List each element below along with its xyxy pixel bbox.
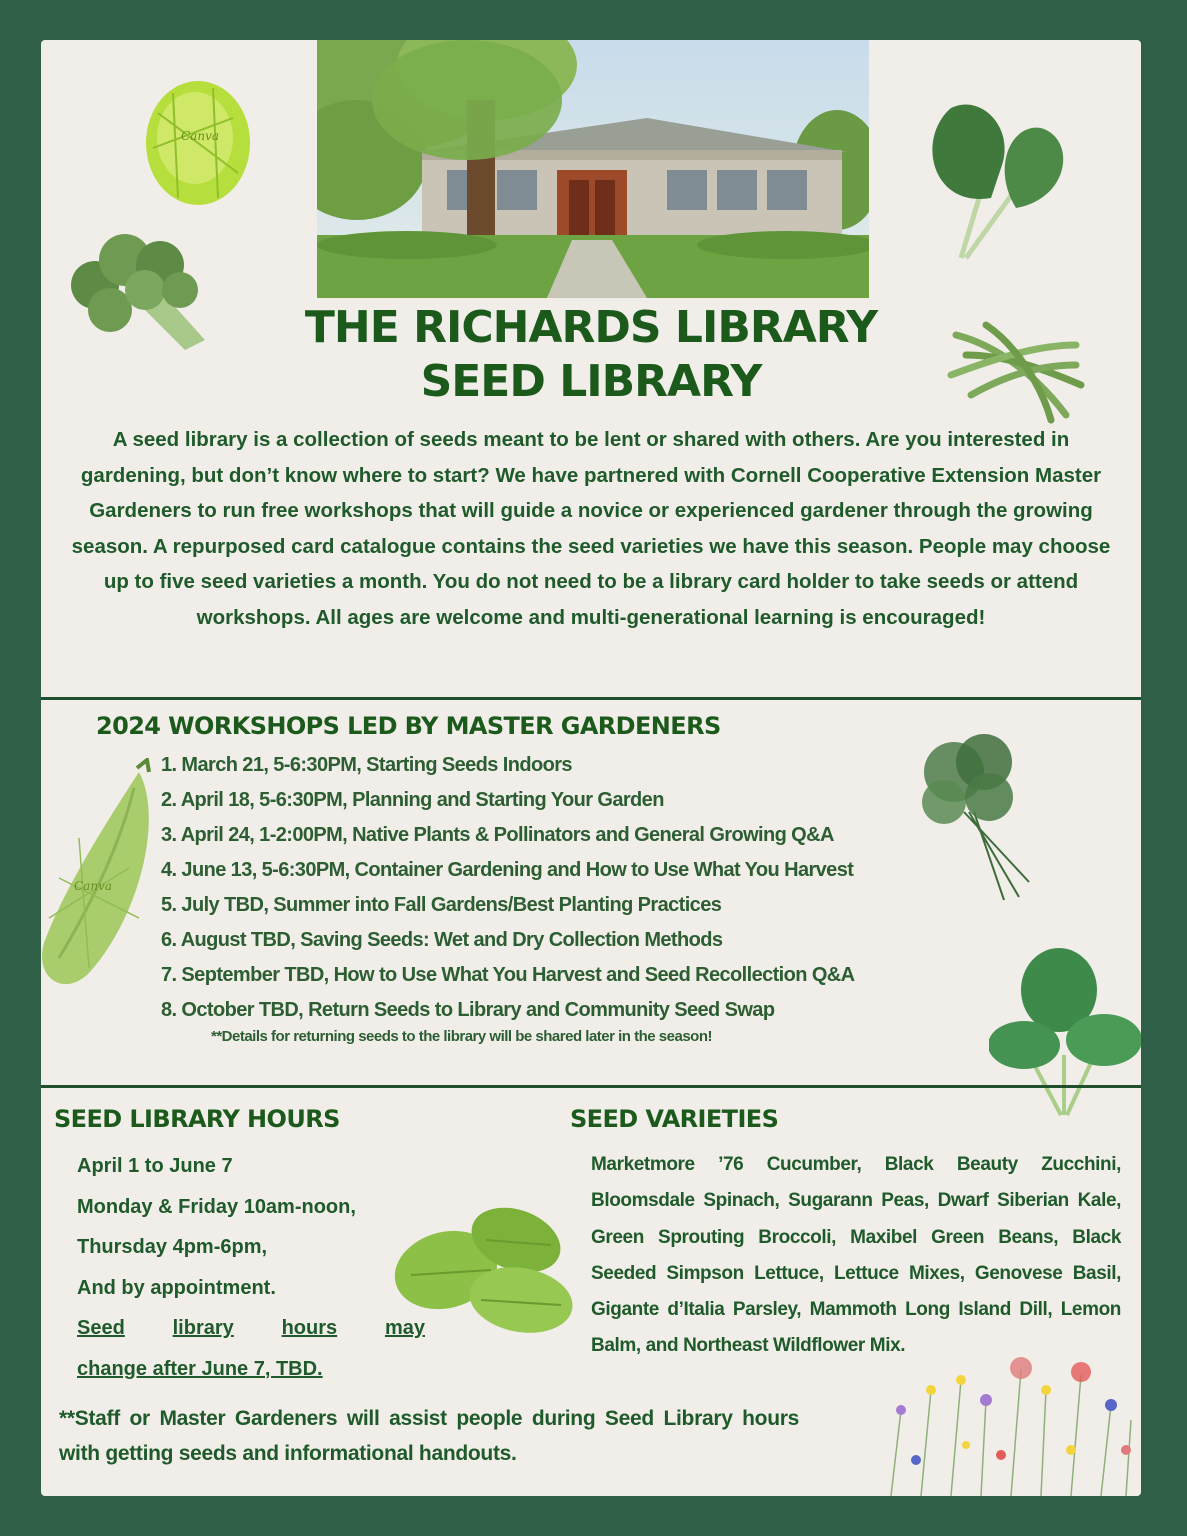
title-line-2: SEED LIBRARY (420, 356, 762, 407)
hours-change-note-line2: change after June 7, TBD. (77, 1357, 323, 1380)
library-painting (317, 40, 869, 298)
hours-change-word: library (172, 1317, 234, 1339)
hours-line: Thursday 4pm-6pm, (77, 1236, 268, 1258)
hours-dates: April 1 to June 7 (77, 1155, 233, 1177)
workshop-item: 1. March 21, 5-6:30PM, Starting Seeds Indoors (161, 754, 572, 776)
dill-icon (909, 732, 1044, 907)
title-line-1: THE RICHARDS LIBRARY (304, 302, 878, 353)
zucchini-icon (41, 758, 169, 993)
varieties-text: Marketmore ’76 Cucumber, Black Beauty Zucchini, Bloomsdale Spinach, Sugarann Peas, Dwarf Siberian Kale, Green Sprouting Broccoli, Maxibel Green Beans, Black Seeded Simpson Lettuce, Lettuce Mixes, Genovese Basil, Gigante d’Italia Parsley, Mammoth Long Island Dill, Lemon Balm, and Northeast Wildflower Mix. (591, 1154, 1121, 1357)
workshop-item: 2. April 18, 5-6:30PM, Planning and Starting Your Garden (161, 789, 664, 811)
workshop-item: 4. June 13, 5-6:30PM, Container Gardening and How to Use What You Harvest (161, 859, 854, 881)
staff-note: **Staff or Master Gardeners will assist people during Seed Library hours with getting seeds and informational handouts. (59, 1407, 799, 1465)
kale-icon (921, 98, 1071, 268)
wildflowers-icon (871, 1350, 1141, 1496)
hours-line: And by appointment. (77, 1276, 276, 1299)
hours-change-word: Seed (77, 1317, 125, 1339)
hours-line: Monday & Friday 10am-noon, (77, 1195, 356, 1218)
hours-heading: SEED LIBRARY HOURS (54, 1105, 340, 1133)
spinach-icon (989, 945, 1141, 1125)
divider (41, 1085, 1141, 1088)
intro-paragraph: A seed library is a collection of seeds meant to be lent or shared with others. Are you interested in gardening, but don’t know where to start? We have partnered with Cornell Cooperative Extension Master Gardeners to run free workshops that will guide a novice or experienced gardener through the growing season. A repurposed card catalogue contains the seed varieties we have this season. People may choose up to five seed varieties a month. You do not need to be a library card holder to take seeds or attend workshops. All ages are welcome and multi-generational learning is encouraged! (71, 428, 1111, 629)
workshops-heading: 2024 WORKSHOPS LED BY MASTER GARDENERS (96, 712, 721, 740)
hours-change-word: may (384, 1317, 425, 1339)
lettuce-icon (143, 78, 253, 213)
workshop-item: 3. April 24, 1-2:00PM, Native Plants & Pollinators and General Growing Q&A (161, 824, 834, 846)
workshop-note: **Details for returning seeds to the library will be shared later in the season! (211, 1028, 712, 1045)
hours-block (77, 1146, 427, 1389)
varieties-heading: SEED VARIETIES (570, 1105, 779, 1133)
lettuce-logo-text: Canva (181, 129, 219, 143)
workshop-item: 6. August TBD, Saving Seeds: Wet and Dry Collection Methods (161, 929, 723, 951)
divider (41, 697, 1141, 700)
zucchini-logo-text: Canva (74, 879, 112, 893)
hours-change-note (77, 1308, 425, 1349)
workshop-item: 7. September TBD, How to Use What You Harvest and Seed Recollection Q&A (161, 964, 855, 986)
workshop-item: 5. July TBD, Summer into Fall Gardens/Best Planting Practices (161, 894, 722, 916)
workshop-item: 8. October TBD, Return Seeds to Library and Community Seed Swap (161, 999, 775, 1021)
workshop-list (161, 748, 1031, 1028)
basil-icon (391, 1200, 581, 1345)
seed-library-flyer (41, 40, 1141, 1496)
hours-change-word: hours (281, 1317, 338, 1339)
